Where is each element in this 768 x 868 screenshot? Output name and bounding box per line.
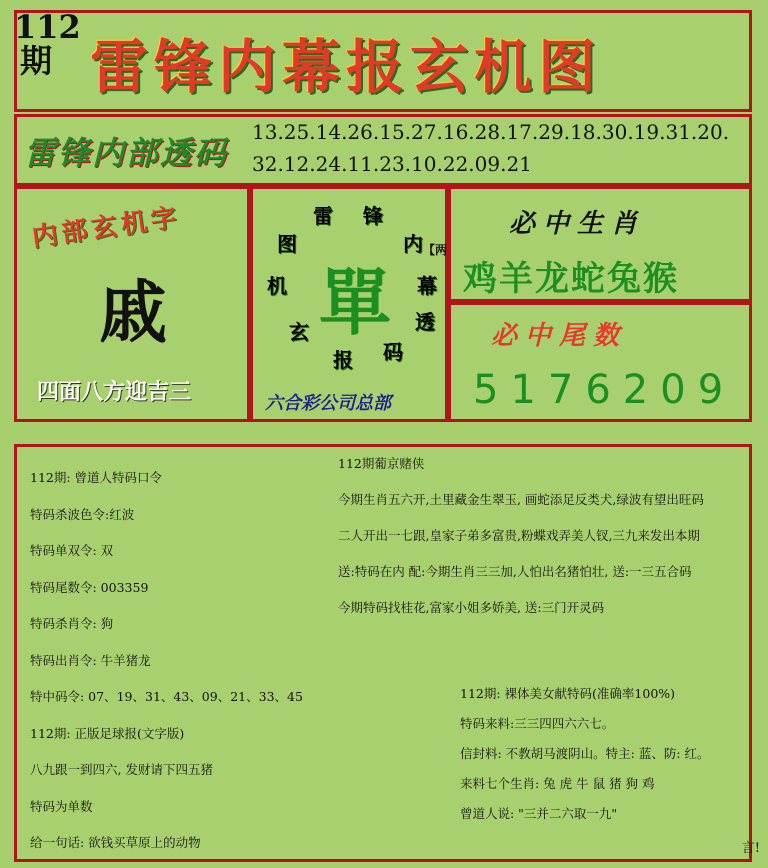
clue-line: 112期: 曾道人特码口令 — [30, 470, 163, 485]
issue-number — [14, 8, 81, 112]
zodiac-panel — [448, 186, 752, 302]
issue-suffix: 期 — [19, 42, 52, 80]
codes-line-2: 32.12.24.11.23.10.22.09.21 — [252, 152, 532, 176]
ring-char: 幕 — [417, 274, 437, 298]
clue-line: 特中码令: 07、19、31、43、09、21、33、45 — [30, 689, 303, 704]
clue-line: 今期特码找桂花,富家小姐多娇美, 送:三门开灵码 — [338, 600, 605, 615]
ring-char: 锋 — [363, 204, 383, 228]
issue-num: 112 — [14, 8, 81, 46]
tail-numbers: 5176209 — [473, 367, 736, 413]
clue-line: 特码为单数 — [30, 798, 93, 814]
clue-line: 特码出肖令: 牛羊猪龙 — [30, 652, 151, 668]
clue-line: 112期: 正版足球报(文字版) — [30, 725, 185, 741]
clue-line: 特码尾数令: 003359 — [30, 579, 149, 595]
clue-line: 112期葡京赌侠 — [338, 456, 425, 471]
clue-line: 二人开出一七跟,皇家子弟多富贵,粉蝶戏弄美人钗,三九来发出本期 — [338, 528, 700, 543]
ring-char: 码 — [383, 340, 403, 364]
clue-line: 八九跟一到四六, 发财请下四五猪 — [30, 762, 213, 777]
clue-line: 曾道人说: "三并二六取一九" — [460, 806, 618, 821]
codes-text — [252, 116, 742, 180]
clue-line: 112期: 裸体美女献特码(准确率100%) — [460, 686, 676, 701]
odd-even-char: 單 — [319, 260, 392, 345]
clue-line: 特码来料:三三四四六六七。 — [460, 716, 615, 731]
clue-line: 今期生肖五六开,土里藏金生翠玉, 画蛇添足反类犬,绿波有望出旺码 — [338, 492, 704, 507]
codes-line-1: 13.25.14.26.15.27.16.28.17.29.18.30.19.31.20. — [252, 120, 730, 144]
tail-number-panel — [448, 302, 752, 422]
arc-text: 内部玄机字 — [29, 202, 183, 254]
clue-line: 来料七个生肖: 兔 虎 牛 鼠 猪 狗 鸡 — [460, 776, 655, 791]
clue-line: 给一句话: 欲钱买草原上的动物 — [30, 835, 201, 850]
hint-line: 四面八方迎吉三 — [37, 379, 192, 405]
clue-line: 送:特码在内 配:今期生肖三三加,人怕出名猪怕壮, 送:一三五合码 — [338, 564, 692, 579]
company-footer: 六合彩公司总部 — [265, 393, 391, 414]
clue-line: 特码单双令: 双 — [30, 543, 114, 558]
clue-line: 特码杀波色令:红波 — [30, 506, 135, 522]
ring-char: 玄 — [289, 320, 309, 344]
mystery-char: 戚 — [99, 273, 168, 353]
ring-char: 雷 — [313, 204, 333, 228]
ring-char: 机 — [267, 274, 287, 298]
side-mark: 【两 — [423, 243, 448, 257]
ring-char: 图 — [277, 232, 297, 256]
clue-line: 特码杀肖令: 狗 — [30, 616, 114, 631]
corner-text: 言! — [741, 841, 760, 856]
mystery-char-panel — [14, 186, 250, 422]
ring-char: 内 — [403, 232, 423, 256]
ring-char: 透 — [415, 310, 435, 334]
odd-even-panel — [250, 186, 448, 422]
ring-char: 报 — [333, 348, 353, 372]
clue-line: 信封料: 不教胡马渡阴山。特主: 蓝、防: 红。 — [460, 746, 710, 761]
codes-label: 雷锋内部透码 — [24, 134, 229, 172]
page-title: 雷锋内幕报玄机图 — [90, 33, 603, 101]
zodiac-heading: 必中生肖 — [509, 209, 646, 239]
zodiac-animals: 鸡羊龙蛇兔猴 — [463, 259, 679, 299]
tail-heading: 必中尾数 — [491, 321, 628, 351]
